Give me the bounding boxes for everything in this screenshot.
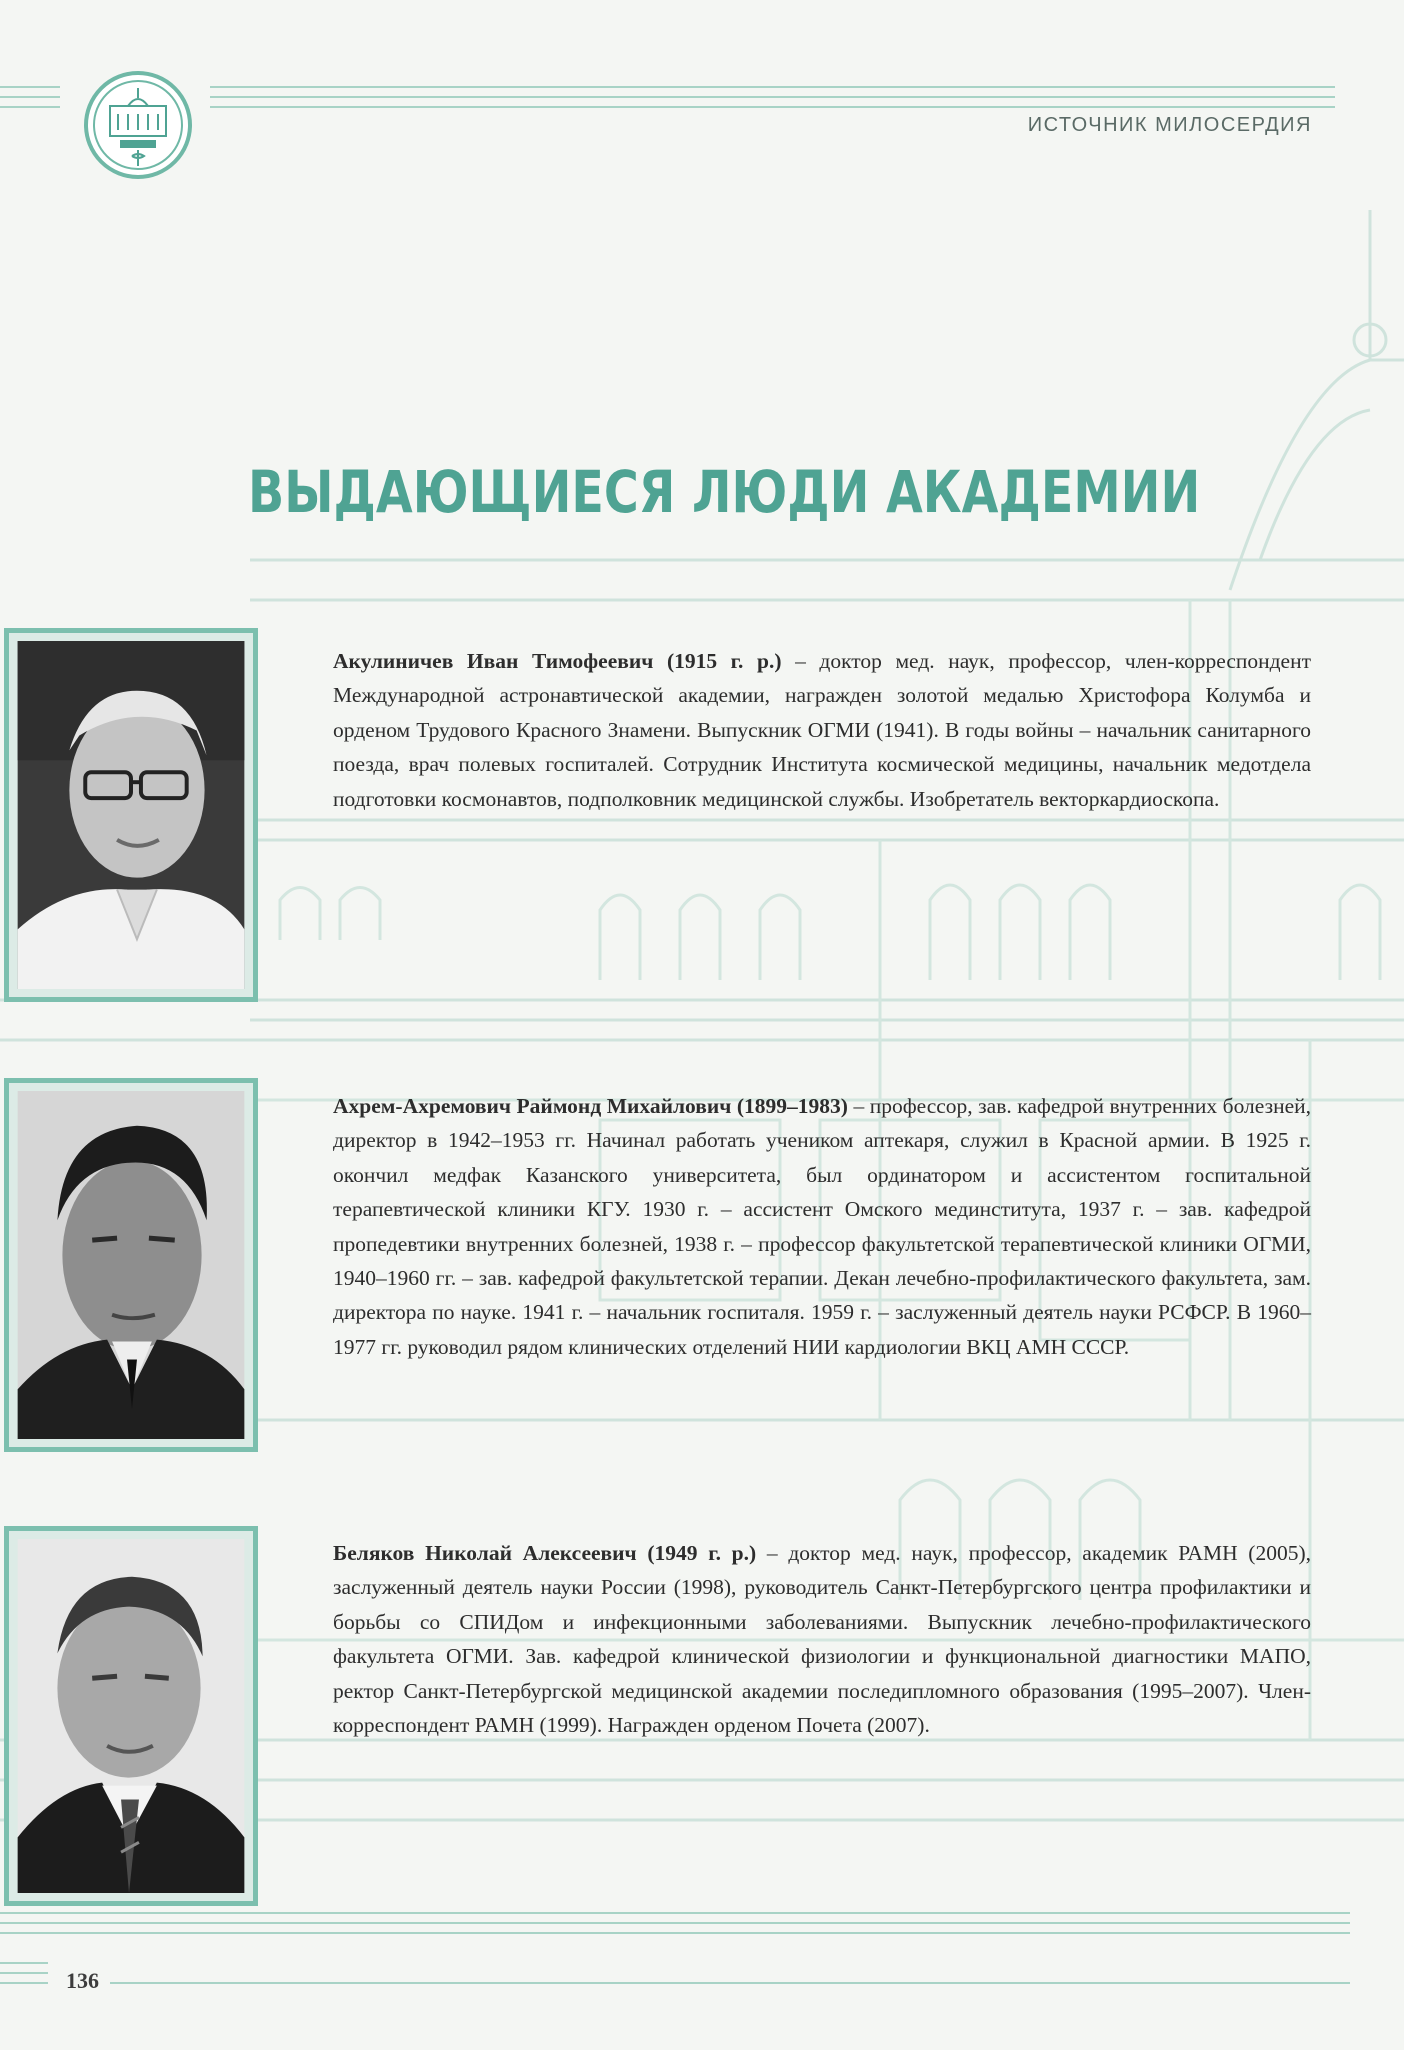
- footer-rule: [110, 1982, 1350, 1984]
- footer-rule: [0, 1982, 48, 1984]
- footer-rule: [0, 1962, 48, 1964]
- page-number: 136: [66, 1968, 99, 1993]
- bio-text: – доктор мед. наук, профессор, член-корреспондент Международной астронавтической академии, награжден золотой медалью Христофора Колумба и орденом Трудового Красного Знамени. Выпускник ОГМИ (1941). В годы войны – начальник санитарного поезда, врач полевых госпиталей. Сотрудник Института космической медицины, начальник медотдела подготовки космонавтов, подполковник медицинской службы. Изобретатель векторкардиоскопа.: [333, 649, 1312, 811]
- person-photo: [4, 1526, 258, 1906]
- bio-text: – доктор мед. наук, профессор, академик РАМН (2005), заслуженный деятель науки России (1998), руководитель Санкт-Петербургского центра профилактики и борьбы со СПИДом и инфекционными заболеваниями. Выпускник лечебно-профилактического факультета ОГМИ. Зав. кафедрой клинической физиологии и функциональной диагностики МАПО, ректор Санкт-Петербургской медицинской академии последипломного образования (1995–2007). Член-корреспондент РАМН (1999). Награжден орденом Почета (2007).: [333, 1541, 1311, 1738]
- header-rule: [210, 86, 1335, 88]
- bio-text: – профессор, зав. кафедрой внутренних болезней, директор в 1942–1953 гг. Начинал работать учеником аптекаря, служил в Красной армии. В 1925 г. окончил медфак Казанского университета, был ординатором и ассистентом госпитальной терапевтической клиники КГУ. 1930 г. – ассистент Омского мединститута, 1937 г. – зав. кафедрой пропедевтики внутренних болезней, 1938 г. – профессор факультетской терапевтической клиники ОГМИ, 1940–1960 гг. – зав. кафедрой факультетской терапии. Декан лечебно-профилактического факультета, зам. директора по науке. 1941 г. – начальник госпиталя. 1959 г. – заслуженный деятель науки РСФСР. В 1960–1977 гг. руководил рядом клинических отделений НИИ кардиологии ВКЦ АМН СССР.: [333, 1094, 1311, 1359]
- header-rule: [0, 86, 60, 88]
- header-rule: [0, 96, 60, 98]
- section-title: ВЫДАЮЩИЕСЯ ЛЮДИ АКАДЕМИИ: [248, 458, 1201, 526]
- academy-building-emblem-icon: [78, 70, 198, 180]
- person-photo: [4, 1078, 258, 1452]
- person-photo: [4, 628, 258, 1002]
- portrait-image-1: [17, 641, 245, 989]
- header-rule: [0, 106, 60, 108]
- footer-rule: [0, 1932, 1350, 1934]
- bio-paragraph: [333, 644, 1311, 816]
- person-name: Беляков Николай Алексеевич (1949 г. р.): [333, 1541, 757, 1565]
- running-head: ИСТОЧНИК МИЛОСЕРДИЯ: [1027, 114, 1312, 136]
- bio-paragraph: [333, 1089, 1311, 1364]
- person-name: Ахрем-Ахремович Раймонд Михайлович (1899–1983): [333, 1094, 848, 1118]
- portrait-image-2: [17, 1091, 245, 1439]
- person-name: Акулиничев Иван Тимофеевич (1915 г. р.): [333, 649, 782, 673]
- header-rule: [210, 106, 1335, 108]
- bio-paragraph: [333, 1536, 1311, 1742]
- portrait-image-3: [17, 1539, 245, 1893]
- header-rule: [210, 96, 1335, 98]
- footer-rule: [0, 1922, 1350, 1924]
- footer-rule: [0, 1972, 48, 1974]
- footer-rule: [0, 1912, 1350, 1914]
